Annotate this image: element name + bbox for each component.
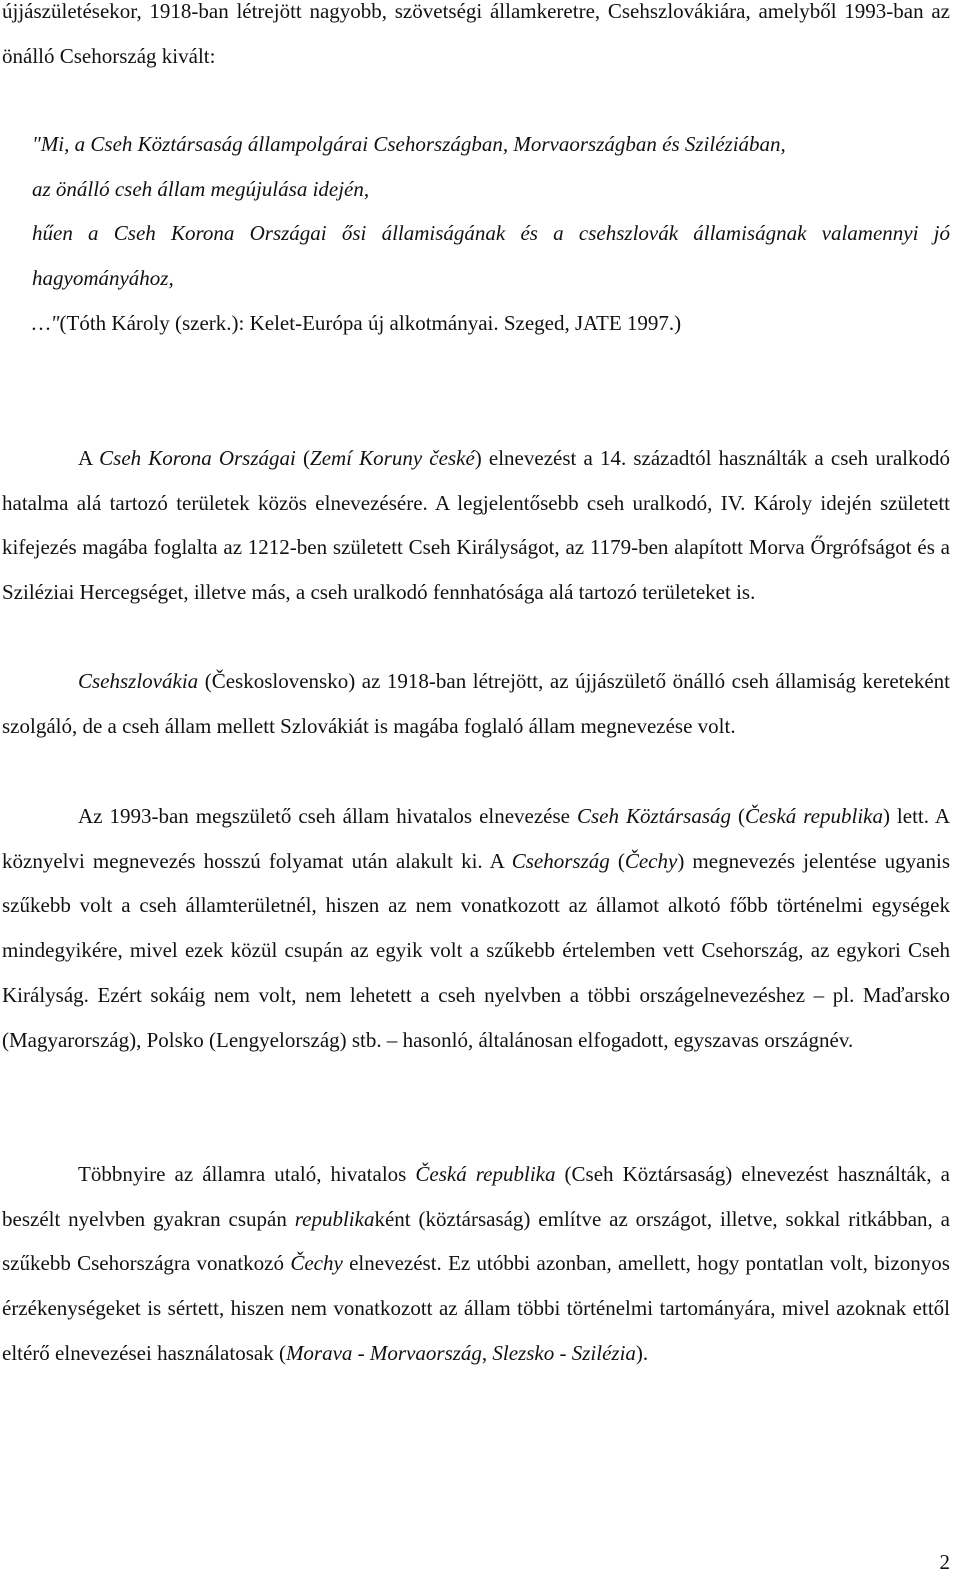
p2-text: (Československo) az 1918-ban létrejött, az újjászülető önálló cseh államiság kereteként szolgáló, de a cseh állam mellett Szlovákiát is magába foglaló állam megnevezése volt.	[2, 669, 950, 738]
p1-text-b: (	[295, 446, 311, 470]
p1-term-cz: Zemí Koruny české	[310, 446, 475, 470]
p4-term1: Česká republika	[415, 1162, 556, 1186]
p4-text-a: Többnyire az államra utaló, hivatalos	[78, 1162, 416, 1186]
p4-text-e: ,	[481, 1340, 493, 1365]
quote-line-1: "Mi, a Cseh Köztársaság állampolgárai Csehországban, Morvaországban és Sziléziában,	[32, 132, 786, 156]
constitution-quote	[32, 122, 950, 346]
p3-text-d: (	[609, 848, 625, 873]
p1-text-c: ) elnevezést a 14. századtól használták a cseh uralkodó hatalma alá tartozó területek közös elnevezésére. A legjelentősebb cseh uralkodó, IV. Károly idején született kifejezés magába foglalta az 1212-ben született Cseh Királyságot, az 1179-ben alapított Morva Őrgrófságot és a Sziléziai Hercegséget, illetve más, a cseh uralkodó fennhatósága alá tartozó területeket is.	[2, 446, 950, 605]
p3-term2-cz: Čechy	[624, 848, 678, 873]
intro-paragraph	[2, 0, 950, 78]
quote-citation: (Tóth Károly (szerk.): Kelet-Európa új alkotmányai. Szeged, JATE 1997.)	[59, 310, 682, 335]
p1-term: Cseh Korona Országai	[99, 446, 296, 470]
quote-ellipsis: …"	[32, 310, 60, 335]
p4-text-b: (Cseh Köztársaság) elnevezést használták, a beszélt nyelvben gyakran csupán	[2, 1162, 950, 1231]
p3-text-b: (	[731, 804, 745, 828]
quote-end-line	[32, 301, 950, 346]
quote-line-3: hűen a Cseh Korona Országai ősi államiságának és a csehszlovák államiságnak valamennyi jó hagyományához,	[32, 221, 950, 291]
p4-term5: Slezsko - Szilézia	[492, 1340, 636, 1365]
p4-text-c: ként (köztársaság) említve az országot, illetve, sokkal ritkábban, a szűkebb Csehországra vonatkozó	[2, 1206, 950, 1276]
p4-term3: Čechy	[290, 1251, 343, 1276]
p3-term1-cz: Česká republika	[744, 804, 883, 828]
p4-text-d: elnevezést. Ez utóbbi azonban, amellett, hogy pontatlan volt, bizonyos érzékenységeket is sértett, hiszen nem vonatkozott az állam többi történelmi tartományára, mivel azoknak ettől eltérő elnevezései használatosak (	[2, 1251, 950, 1365]
p3-term1: Cseh Köztársaság	[576, 804, 731, 828]
paragraph-republic-name	[2, 794, 950, 1062]
p2-term: Csehszlovákia	[78, 669, 199, 693]
p3-text-a: Az 1993-ban megszülető cseh állam hivatalos elnevezése	[78, 804, 577, 828]
paragraph-czechoslovakia	[2, 659, 950, 748]
p4-term2: republika	[294, 1206, 375, 1231]
page-number: 2	[939, 1550, 950, 1574]
intro-text: újjászületésekor, 1918-ban létrejött nagyobb, szövetségi államkeretre, Csehszlovákiára, amelyből 1993-ban az önálló Csehország kivált:	[2, 0, 950, 68]
p3-text-c: ) lett. A köznyelvi megnevezés hosszú folyamat után alakult ki. A	[2, 804, 950, 873]
p4-text-f: ).	[635, 1340, 649, 1365]
p1-text-a: A	[78, 446, 100, 470]
paragraph-common-usage	[2, 1152, 950, 1376]
p3-text-e: ) megnevezés jelentése ugyanis szűkebb volt a cseh államterületnél, hiszen az nem vonatkozott az államot alkotó főbb történelmi egységek mindegyikére, mivel ezek közül csupán az egyik volt a szűkebb értelemben vett Csehország, az egykori Cseh Királyság. Ezért sokáig nem volt, nem lehetett a cseh nyelvben a többi országelnevezéshez – pl. Maďarsko (Magyarország), Polsko (Lengyelország) stb. – hasonló, általánosan elfogadott, egyszavas országnév.	[2, 848, 950, 1052]
p4-term4: Morava - Morvaország	[285, 1340, 482, 1365]
paragraph-crown-lands	[2, 436, 950, 615]
p3-term2: Csehország	[511, 848, 610, 873]
quote-line-2: az önálló cseh állam megújulása idején,	[32, 176, 370, 201]
